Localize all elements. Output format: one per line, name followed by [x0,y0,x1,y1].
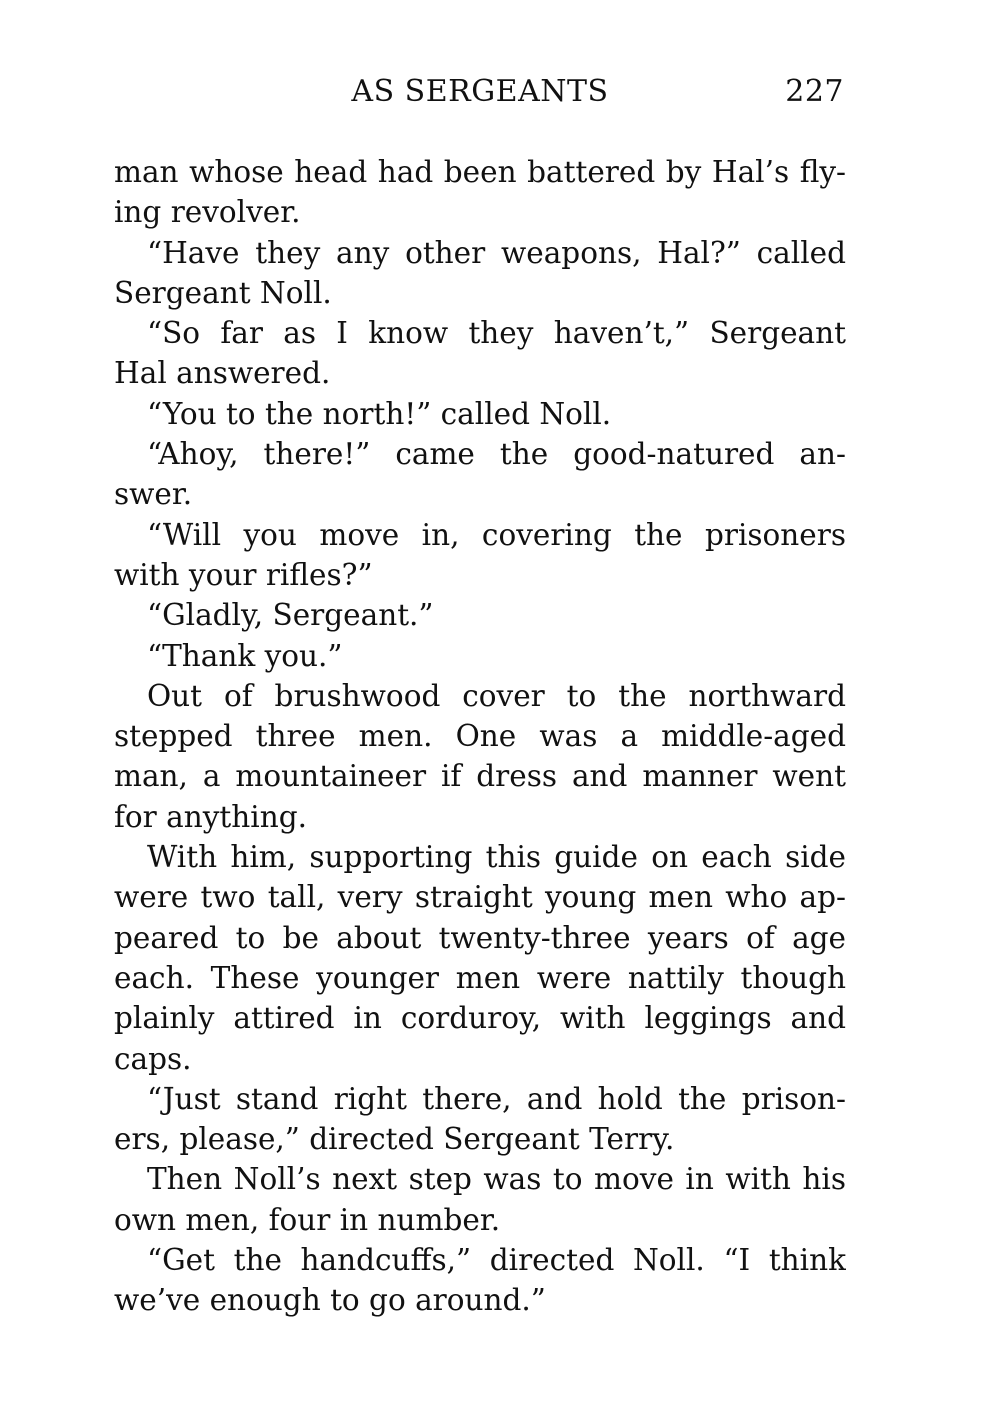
text-line: peared to be about twenty-three years of age [114,920,846,955]
text-line: man, a mountaineer if dress and manner went [114,759,846,794]
text-line: ers, please,” directed Sergeant Terry. [114,1122,675,1157]
text-line: each. These younger men were nattily though [114,960,846,995]
running-head [114,70,846,116]
text-line: “Gladly, Sergeant.” [147,598,434,633]
text-line: with your rifles?” [114,557,373,592]
text-line: Hal answered. [114,356,331,391]
text-line: Sergeant Noll. [114,275,332,310]
text-line: plainly attired in corduroy, with leggings and [114,1001,846,1036]
text-line: swer. [114,477,193,512]
book-page [114,70,846,1321]
text-line: “Will you move in, covering the prisoners [147,517,846,552]
text-line: “So far as I know they haven’t,” Sergeant [147,316,846,351]
text-line: we’ve enough to go around.” [114,1283,546,1318]
text-line: “Thank you.” [147,638,343,673]
text-line: stepped three men. One was a middle-aged [114,719,846,754]
text-line: “Have they any other weapons, Hal?” called [147,235,846,270]
text-line: With him, supporting this guide on each side [147,840,846,875]
text-line: caps. [114,1041,192,1076]
text-line: were two tall, very straight young men who ap- [114,880,846,915]
text-line: “You to the north!” called Noll. [147,396,612,431]
text-line: own men, four in number. [114,1202,501,1237]
page-number: 227 [785,74,844,109]
text-line: “Ahoy, there!” came the good-natured an- [147,437,846,472]
text-line: Then Noll’s next step was to move in with his [147,1162,846,1197]
body-text [114,152,846,1321]
text-line: for anything. [114,799,307,834]
text-line: “Just stand right there, and hold the prison- [147,1081,846,1116]
text-line: man whose head had been battered by Hal’s fly- [114,155,846,189]
text-line: ing revolver. [114,195,301,230]
text-line: “Get the handcuffs,” directed Noll. “I think [147,1243,846,1278]
text-line: Out of brushwood cover to the northward [147,678,846,713]
running-title: AS SERGEANTS [351,74,609,109]
